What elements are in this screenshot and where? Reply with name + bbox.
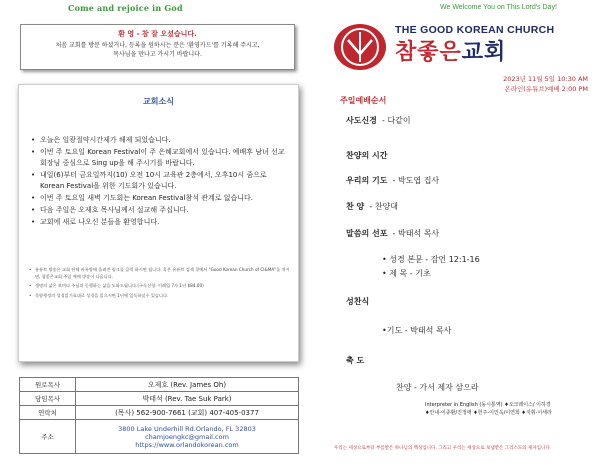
order-sub-item: • 제 목 - 기초 [382, 269, 431, 278]
welcome-line-2: 목사님을 만나고 가시기 바랍니다. [113, 51, 202, 58]
staff-label: 담임목사 [20, 392, 76, 406]
right-top-motto: We Welcome You on This Lord's Day! [440, 4, 557, 11]
welcome-body [21, 41, 294, 59]
news-item: • 이번 주 토요일 Korean Festival이 주 은혜교회에서 있습니다. 예배후 남녀 선교 회장님 중심으로 Sing up을 해 주시기를 바랍니다. [31, 147, 293, 169]
staff-label: 연락처 [20, 406, 76, 420]
church-name-korean-b: 교회 [461, 40, 507, 65]
church-news-box [18, 84, 299, 362]
welcome-title: 환 영 - 참 잘 오셨습니다. [118, 30, 197, 38]
order-sub-item: •기도 - 박태석 목사 [382, 326, 452, 335]
welcome-box [20, 24, 295, 70]
staff-value: 박태석 (Rev. Tae Suk Park) [76, 392, 299, 406]
table-row [20, 378, 299, 392]
staff-value: 오제호 (Rev. James Oh) [76, 378, 299, 392]
table-row [20, 392, 299, 406]
table-row [20, 420, 299, 454]
order-item: 찬양 - 가서 제자 삼으라 [396, 383, 479, 392]
news-item: • 오늘은 일광절약시간제가 해제 되었습니다. [31, 135, 293, 146]
news-note: • 유튜브 방송은 교회 단체 카톡방에 올려진 링크를 클릭 하시면 됩니다. 혹은 유튜브 검색 창에서 "Good Korean Church of CI&MA"를 치시면, 참좋은교회 주일 예배 방송이 나옵니다. [29, 267, 291, 280]
staff-value: (목사) 562-900-7661 (교회) 407-405-0377 [76, 406, 299, 420]
order-item: 축 도 [346, 356, 365, 365]
church-news-title: 교회소식 [143, 97, 174, 106]
order-sub-item: • 성경 본문 - 잠언 12:1-16 [382, 255, 480, 264]
church-name-korean [395, 35, 506, 66]
website-link[interactable]: https://www.orlandokorean.com [135, 440, 239, 449]
news-item: • 교회에 새로 나오신 분들을 환영합니다. [31, 217, 293, 228]
news-notes [29, 267, 291, 302]
interpreter-info [425, 402, 552, 417]
staff-table [19, 377, 299, 454]
left-top-motto: Come and rejoice in God [68, 3, 183, 13]
service-date: 2023년 11월 5일 10:30 AM [503, 75, 588, 83]
church-logo-icon [334, 24, 386, 70]
news-note: • 목양행정의 성경읽기표대로 성경을 읽으시면 1년에 일독하실수 있습니다. [29, 293, 291, 300]
church-name-korean-a: 참좋은 [395, 40, 462, 65]
order-item: 말씀의 선포 - 박태석 목사 [346, 229, 440, 238]
news-item: • 다음 주일은 오제호 목사님께서 설교해 주십니다. [31, 205, 293, 216]
online-service-time: 온라인(유튜브)예배 2:00 PM [504, 85, 588, 93]
news-note: • 생명의 삶은 보며다 주님과 동행하는 삶을 도와드립니다.(구독신청: 이레엄 7자 1년 $84.00) [29, 283, 291, 290]
welcome-line-1: 처음 교회를 방문 하셨거나, 등록을 원하시는 분은 '환영카드'를 기록해 주시고, [55, 42, 260, 49]
interpreter-line-2: ♦안내-이종환/진정애 ♦헌주-이인옥/이연희 ♦지휘-이세라 [425, 409, 552, 416]
worship-order-title: 주일예배순서 [340, 96, 387, 105]
news-item: • 이번 주 토요일 새벽 기도회는 Korean Festival참석 관계로 없습니다. [31, 193, 293, 204]
email-link[interactable]: chamjoengkc@gmail.com [145, 432, 229, 441]
order-item: 우리의 기도 - 박도엽 집사 [346, 176, 440, 185]
staff-label: 주소 [20, 420, 76, 454]
staff-label: 원로목사 [20, 378, 76, 392]
news-item: • 내일(6)부터 금요일까지(10) 오전 10시 교육관 2층에서, 오후10시 줌으로 Korean Festival을 위한 기도회가 있습니다. [31, 170, 293, 192]
church-news-list [31, 135, 293, 229]
order-item: 찬양의 시간 [346, 151, 388, 160]
address-street: 3800 Lake Underhill Rd.Orlando, FL 32803 [118, 424, 256, 433]
address-cell [76, 420, 299, 454]
church-name-english: THE GOOD KOREAN CHURCH [395, 24, 555, 36]
table-row [20, 406, 299, 420]
order-item: 성찬식 [346, 297, 370, 306]
interpreter-line-1: Interpreter in English (동시통역) ♦오크레이스/ 이하경 [425, 402, 551, 408]
order-item: 사도신경 - 다같이 [346, 116, 411, 125]
footer-motto: 우리는 세상으로부터 부름받은 하나님의 백성입니다. 그리고 우리는 세상으로 보냄받은 그리스도의 제자입니다. [334, 446, 552, 451]
order-item: 찬 양 - 찬양대 [346, 202, 398, 211]
